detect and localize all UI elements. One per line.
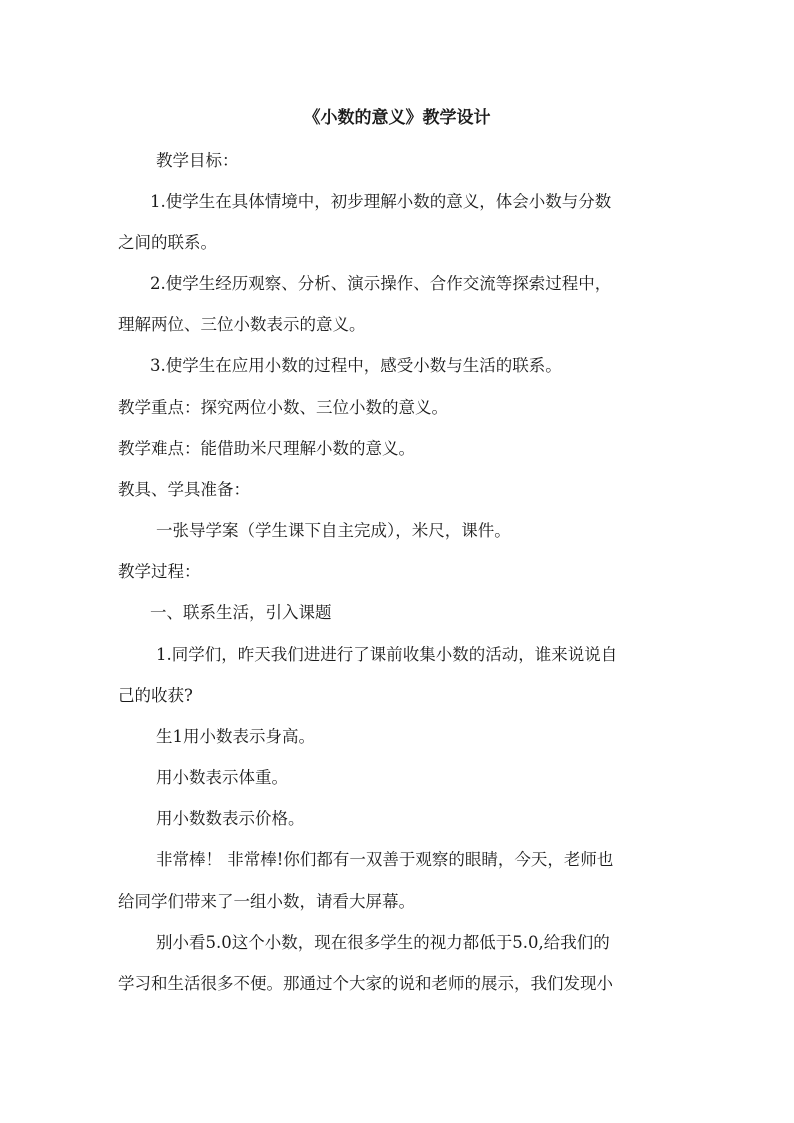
paragraph-line: 生1用小数表示身高。 xyxy=(156,727,315,746)
paragraph-line: 学习和生活很多不便。那通过个大家的说和老师的展示，我们发现小 xyxy=(118,974,613,993)
subsection-heading: 一、联系生活，引入课题 xyxy=(150,603,332,622)
paragraph-line: 1.同学们，昨天我们进进行了课前收集小数的活动，谁来说说自 xyxy=(156,645,618,664)
document-title: 《小数的意义》教学设计 xyxy=(303,108,491,128)
paragraph-line: 己的收获? xyxy=(118,686,193,705)
paragraph-line: 用小数表示体重。 xyxy=(156,768,288,787)
paragraph-line: 给同学们带来了一组小数，请看大屏幕。 xyxy=(118,892,415,911)
paragraph-line: 别小看5.0这个小数，现在很多学生的视力都低于5.0,给我们的 xyxy=(156,933,610,952)
paragraph-line: 非常棒！ 非常棒!你们都有一双善于观察的眼睛，今天，老师也 xyxy=(156,850,614,869)
key-points-line: 教学重点：探究两位小数、三位小数的意义。 xyxy=(118,398,448,417)
paragraph-line: 3.使学生在应用小数的过程中，感受小数与生活的联系。 xyxy=(150,356,562,375)
paragraph-line: 2.使学生经历观察、分析、演示操作、合作交流等探索过程中， xyxy=(150,274,612,293)
process-heading: 教学过程： xyxy=(118,562,201,581)
paragraph-line: 1.使学生在具体情境中，初步理解小数的意义，体会小数与分数 xyxy=(150,192,612,211)
paragraph-line: 理解两位、三位小数表示的意义。 xyxy=(118,315,366,334)
paragraph-line: 用小数数表示价格。 xyxy=(156,809,305,828)
difficulties-line: 教学难点：能借助米尺理解小数的意义。 xyxy=(118,439,415,458)
paragraph-line: 一张导学案（学生课下自主完成），米尺，课件。 xyxy=(156,521,511,540)
materials-heading: 教具、学具准备： xyxy=(118,480,250,499)
section-heading-objectives: 教学目标： xyxy=(156,151,239,170)
paragraph-line: 之间的联系。 xyxy=(118,233,217,252)
